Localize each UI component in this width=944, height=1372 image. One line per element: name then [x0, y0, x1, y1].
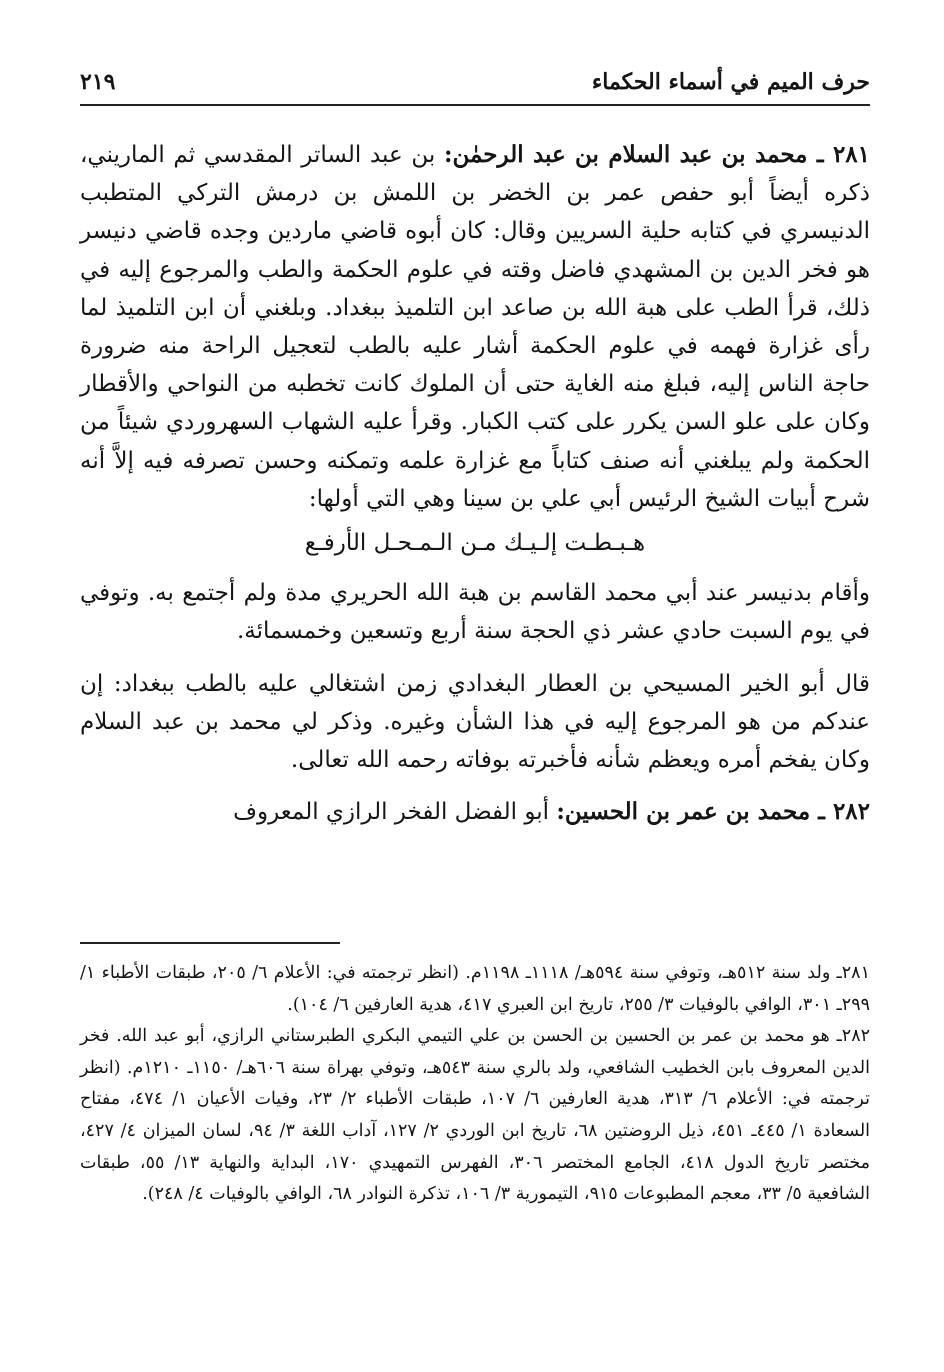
- running-title: حرف الميم في أسماء الحكماء: [591, 69, 870, 95]
- entry-282-heading: ٢٨٢ ـ محمد بن عمر بن الحسين:: [556, 798, 870, 826]
- running-head: [80, 60, 870, 104]
- header-rule: [80, 104, 870, 106]
- footnote-281: ٢٨١ـ ولد سنة ٥١٢هـ، وتوفي سنة ٥٩٤هـ/ ١١١٨ـ ١١٩٨م. (انظر ترجمته في: الأعلام ٦/ ٢٠٥، طبقات الأطباء ١/ ٢٩٩ـ ٣٠١، الوافي بالوفيات ٣/ ٢٥٥، تاريخ ابن العبري ٤١٧، هدية العارفين ٦/ ١٠٤).: [80, 963, 870, 1015]
- entry-281-body: بن عبد الساتر المقدسي ثم الماريني، ذكره أيضاً أبو حفص عمر بن الخضر بن اللمش بن درمش التركي المتطبب الدنيسري في كتابه حلية السريين وقال: كان أبوه قاضي ماردين وجده قاضي دنيسر هو فخر الدين بن المشهدي فاضل وقته في علوم الحكمة والطب والمرجوع إليه في ذلك، قرأ الطب على هبة الله بن صاعد ابن التلميذ ببغداد. وبلغني أن ابن التلميذ لما رأى غزارة فهمه في علوم الحكمة أشار عليه بالطب لتعجيل الراحة منه ضرورة حاجة الناس إليه، فبلغ منه الغاية حتى أن الملوك كانت تخطبه من النواحي والأقطار وكان على علو السن يكرر على كتب الكبار. وقرأ عليه الشهاب السهروردي شيئاً من الحكمة ولم يبلغني أنه صنف كتاباً مع غزارة علمه وتمكنه وحسن تصرفه فيه إلاَّ أنه شرح أبيات الشيخ الرئيس أبي علي بن سينا وهي التي أولها:: [80, 142, 870, 512]
- entry-281-paragraph-3: قال أبو الخير المسيحي بن العطار البغدادي زمن اشتغالي عليه بالطب ببغداد: إن عندكم من هو المرجوع إليه في هذا الشأن وغيره. وذكر لي محمد بن عبد السلام وكان يفخم أمره ويعظم شأنه فأخبرته بوفاته رحمه الله تعالى.: [80, 670, 870, 774]
- entry-282-paragraph: [80, 793, 870, 831]
- main-text: [80, 136, 870, 831]
- page-number: ٢١٩: [80, 69, 116, 95]
- footnotes: [80, 958, 870, 1211]
- footnote-282: ٢٨٢ـ هو محمد بن عمر بن الحسين بن الحسن بن علي التيمي البكري الطبرستاني الرازي، أبو عبد الله. فخر الدين المعروف بابن الخطيب الشافعي، ولد بالري سنة ٥٤٣هـ، وتوفي بهراة سنة ٦٠٦هـ/ ١١٥٠ـ ١٢١٠م. (انظر ترجمته في: الأعلام ٦/ ٣١٣، هدية العارفين ٦/ ١٠٧، طبقات الأطباء ٢/ ٢٣، وفيات الأعيان ١/ ٤٧٤، مفتاح السعادة ١/ ٤٤٥ـ ٤٥١، ذيل الروضتين ٦٨، تاريخ ابن الوردي ٢/ ١٢٧، آداب اللغة ٣/ ٩٤، لسان الميزان ٤/ ٤٢٧، مختصر تاريخ الدول ٤١٨، الجامع المختصر ٣٠٦، الفهرس التمهيدي ١٧٠، البداية والنهاية ١٣/ ٥٥، طبقات الشافعية ٥/ ٣٣، معجم المطبوعات ٩١٥، التيمورية ٣/ ١٠٦، تذكرة النوادر ٦٨، الوافي بالوفيات ٤/ ٢٤٨).: [80, 1026, 871, 1205]
- footnote-rule: [80, 942, 340, 944]
- entry-281-paragraph-2: وأقام بدنيسر عند أبي محمد القاسم بن هبة الله الحريري مدة ولم أجتمع به. وتوفي في يوم السبت حادي عشر ذي الحجة سنة أربع وتسعين وخمسمائة.: [80, 580, 870, 645]
- book-page: [80, 60, 870, 1350]
- entry-282-body: أبو الفضل الفخر الرازي المعروف: [233, 799, 550, 826]
- entry-281-paragraph: [80, 136, 870, 518]
- verse-line: هـبـطـت إلـيـك مـن الـمـحـل الأرفـع: [304, 530, 646, 557]
- entry-281-heading: ٢٨١ ـ محمد بن عبد السلام بن عبد الرحمٰن:: [443, 141, 871, 168]
